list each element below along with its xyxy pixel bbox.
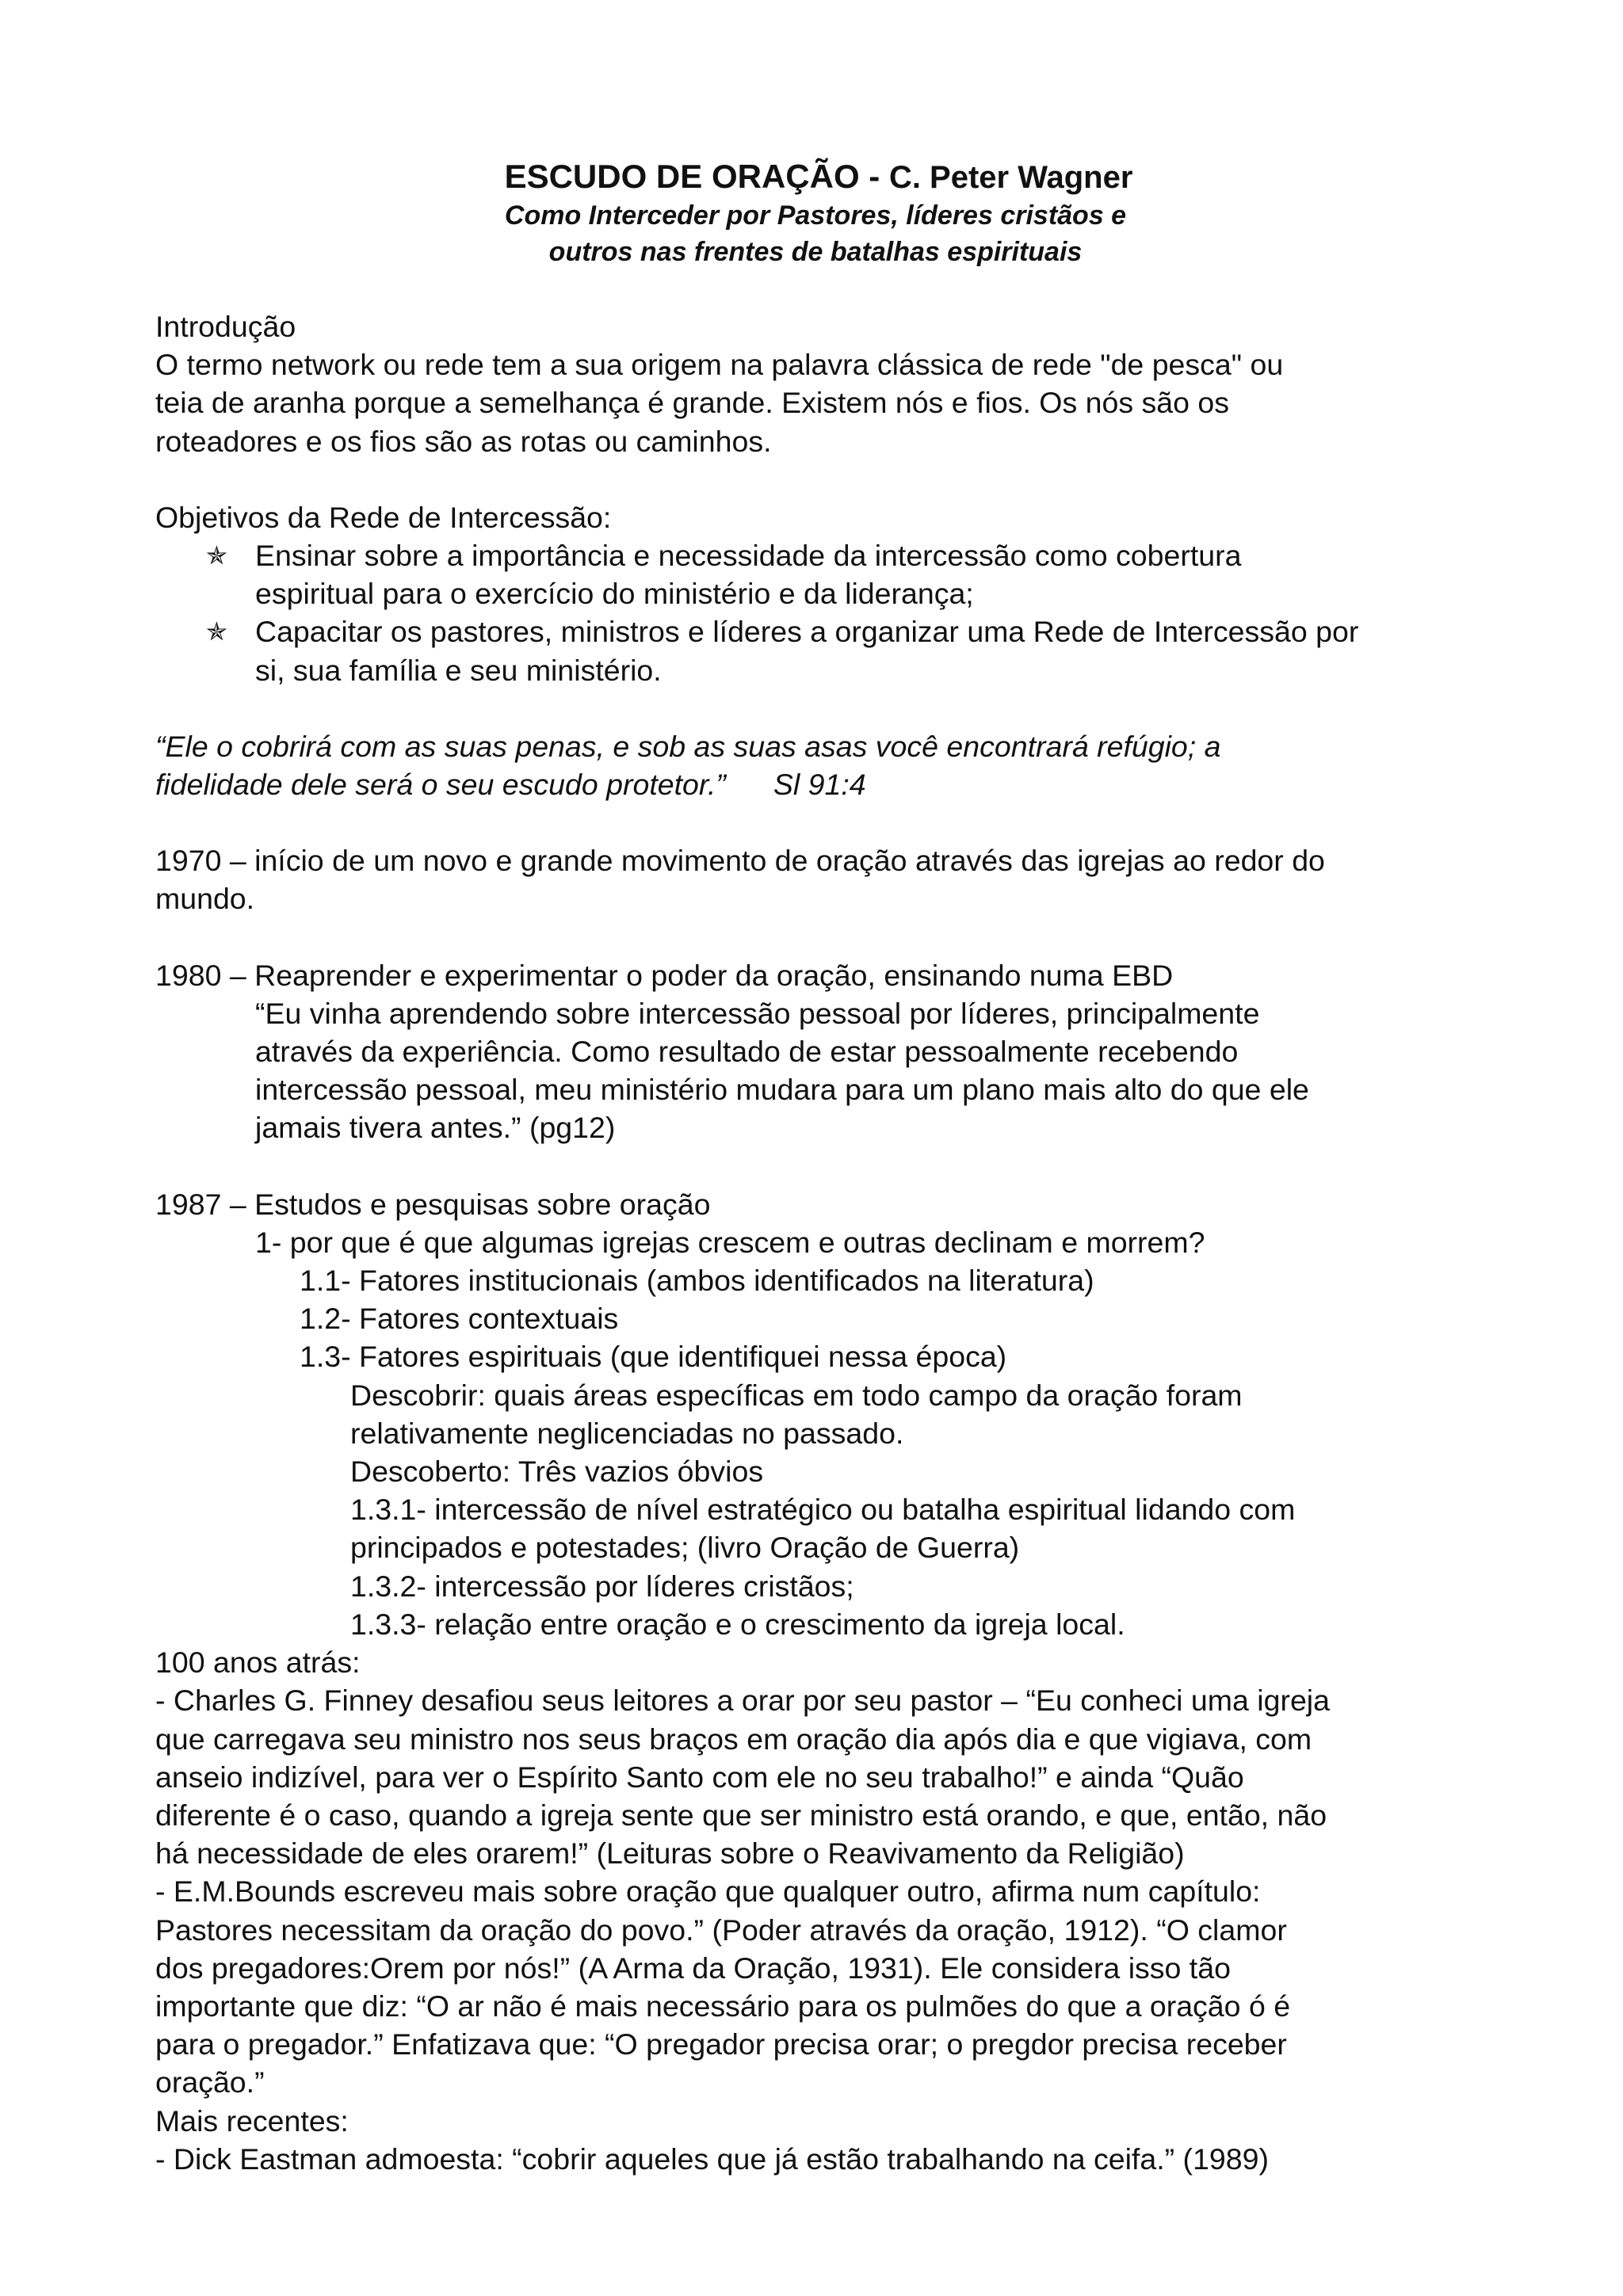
quote-1980-line: intercessão pessoal, meu ministério mudara para um plano mais alto do que ele: [255, 1073, 1309, 1107]
factor-1-2: 1.2- Fatores contextuais: [300, 1302, 619, 1336]
history-line: - E.M.Bounds escreveu mais sobre oração que qualquer outro, afirma num capítulo:: [155, 1875, 1261, 1909]
objective-text: espiritual para o exercício do ministério e da liderança;: [255, 577, 974, 611]
history-line: há necessidade de eles orarem!” (Leituras sobre o Reavivamento da Religião): [155, 1836, 1185, 1871]
scripture-reference: Sl 91:4: [773, 768, 866, 802]
history-line: anseio indizível, para ver o Espírito Santo com ele no seu trabalho!” e ainda “Quão: [155, 1760, 1244, 1794]
scripture-quote-line: “Ele o cobrirá com as suas penas, e sob as suas asas você encontrará refúgio; a: [155, 729, 1221, 763]
factor-1-3: 1.3- Fatores espirituais (que identifiquei nessa época): [300, 1340, 1007, 1374]
title-main: ESCUDO DE ORAÇÃO -: [504, 158, 889, 195]
recent-line: - Dick Eastman admoesta: “cobrir aqueles que já estão trabalhando na ceifa.” (1989): [155, 2142, 1269, 2176]
objectives-heading: Objetivos da Rede de Intercessão:: [155, 500, 612, 534]
recent-heading: Mais recentes:: [155, 2103, 349, 2138]
history-line: dos pregadores:Orem por nós!” (A Arma da Oração, 1931). Ele considera isso tão: [155, 1951, 1231, 1985]
intro-line: roteadores e os fios são as rotas ou caminhos.: [155, 424, 772, 458]
title-block: [155, 157, 1476, 270]
timeline-1987: 1987 – Estudos e pesquisas sobre oração: [155, 1187, 711, 1221]
scripture-quote-text: fidelidade dele será o seu escudo protetor.”: [155, 768, 726, 802]
history-line: oração.”: [155, 2065, 265, 2100]
question-1: 1- por que é que algumas igrejas crescem e outras declinam e morrem?: [255, 1225, 1205, 1259]
intro-line: O termo network ou rede tem a sua origem na palavra clássica de rede "de pesca" ou: [155, 348, 1284, 382]
quote-1980-line: “Eu vinha aprendendo sobre intercessão pessoal por líderes, principalmente: [255, 996, 1260, 1030]
history-line: importante que diz: “O ar não é mais necessário para os pulmões do que a oração ó é: [155, 1989, 1291, 2023]
objective-text: si, sua família e seu ministério.: [255, 653, 662, 687]
timeline-1980: 1980 – Reaprender e experimentar o poder da oração, ensinando numa EBD: [155, 958, 1174, 992]
objective-item: [155, 536, 1503, 612]
intro-line: teia de aranha porque a semelhança é grande. Existem nós e fios. Os nós são os: [155, 386, 1229, 420]
sub-item-1-3-2: 1.3.2- intercessão por líderes cristãos;: [350, 1569, 854, 1603]
timeline-1970: 1970 – início de um novo e grande movimento de oração através das igrejas ao redor do: [155, 844, 1325, 878]
sub-item-1-3-3: 1.3.3- relação entre oração e o crescimento da igreja local.: [350, 1607, 1125, 1641]
history-line: Pastores necessitam da oração do povo.” (Poder através da oração, 1912). “O clamor: [155, 1913, 1287, 1947]
sub-item-1-3-1: 1.3.1- intercessão de nível estratégico ou batalha espiritual lidando com: [350, 1493, 1296, 1527]
document-title: [162, 157, 1476, 197]
timeline-1970-cont: mundo.: [155, 882, 255, 916]
star-bullet-icon: ✯: [206, 617, 227, 646]
title-author: C. Peter Wagner: [888, 160, 1133, 195]
objective-item: [155, 612, 1503, 688]
subtitle-line-1: Como Interceder por Pastores, líderes cristãos e: [504, 200, 1127, 231]
history-line: diferente é o caso, quando a igreja sente que ser ministro está orando, e que, então, não: [155, 1798, 1327, 1832]
document-page: [155, 0, 1503, 2296]
discover-line: Descobrir: quais áreas específicas em todo campo da oração foram: [350, 1378, 1243, 1412]
intro-heading: Introdução: [155, 310, 296, 343]
discovered-line: Descoberto: Três vazios óbvios: [350, 1455, 764, 1489]
history-heading: 100 anos atrás:: [155, 1646, 361, 1680]
subtitle-line-2: outros nas frentes de batalhas espirituais: [548, 237, 1083, 267]
sub-item-1-3-1-cont: principados e potestades; (livro Oração de Guerra): [350, 1531, 1020, 1565]
objective-text: Ensinar sobre a importância e necessidade da intercessão como cobertura: [255, 539, 1242, 573]
discover-line: relativamente neglicenciadas no passado.: [350, 1416, 904, 1450]
factor-1-1: 1.1- Fatores institucionais (ambos identificados na literatura): [300, 1264, 1094, 1298]
history-line: para o pregador.” Enfatizava que: “O pregador precisa orar; o pregdor precisa receber: [155, 2027, 1287, 2061]
scripture-quote-line: [155, 765, 1503, 803]
history-line: que carregava seu ministro nos seus braços em oração dia após dia e que vigiava, com: [155, 1722, 1312, 1756]
star-bullet-icon: ✯: [206, 541, 227, 570]
objective-text: Capacitar os pastores, ministros e líderes a organizar uma Rede de Intercessão por: [255, 615, 1359, 649]
quote-1980-line: jamais tivera antes.” (pg12): [255, 1111, 616, 1145]
document-body: [155, 307, 1503, 2178]
history-line: - Charles G. Finney desafiou seus leitores a orar por seu pastor – “Eu conheci uma igreja: [155, 1684, 1330, 1718]
quote-1980-line: através da experiência. Como resultado de estar pessoalmente recebendo: [255, 1035, 1239, 1069]
